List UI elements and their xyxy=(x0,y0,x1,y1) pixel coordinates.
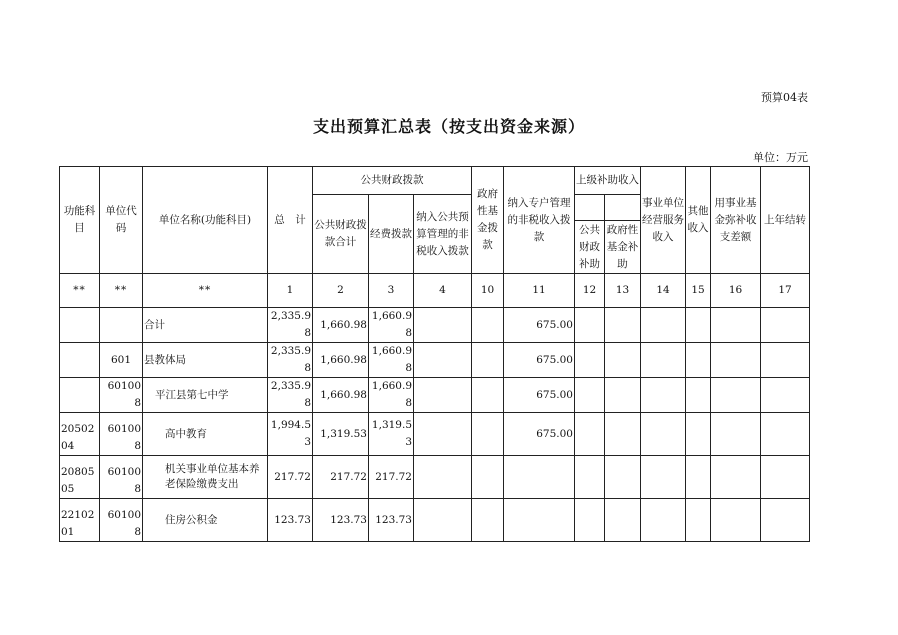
index-cell: ** xyxy=(100,274,143,308)
empty-cell xyxy=(711,499,761,542)
empty-cell xyxy=(761,456,810,499)
table-row xyxy=(60,413,810,456)
empty-cell xyxy=(605,343,641,378)
index-cell: 1 xyxy=(268,274,313,308)
header-func-subject: 功能科目 xyxy=(60,167,100,274)
unit-name-cell: 县教体局 xyxy=(143,343,268,378)
func-code-cell: 2080505 xyxy=(60,456,100,499)
unit-code-cell: 601 xyxy=(100,343,143,378)
header-public-finance-subsidy: 公共财政补助 xyxy=(575,221,605,274)
empty-cell xyxy=(414,308,472,343)
total-cell: 1,994.53 xyxy=(268,413,313,456)
header-last-year-balance: 上年结转 xyxy=(761,167,810,274)
total-cell: 2,335.98 xyxy=(268,308,313,343)
unit-name-cell: 合计 xyxy=(143,308,268,343)
header-superior-spacer xyxy=(605,195,641,221)
index-cell: 16 xyxy=(711,274,761,308)
table-row xyxy=(60,378,810,413)
empty-cell xyxy=(686,378,711,413)
budget-cell: 1,660.98 xyxy=(369,343,414,378)
unit-name-cell: 高中教育 xyxy=(143,413,268,456)
empty-cell xyxy=(711,456,761,499)
empty-cell xyxy=(761,413,810,456)
empty-cell xyxy=(711,378,761,413)
special-cell xyxy=(504,499,575,542)
header-nontax-in-budget: 纳入公共预算管理的非税收入拨款 xyxy=(414,195,472,274)
pf-total-cell: 217.72 xyxy=(313,456,369,499)
unit-code-cell: 601008 xyxy=(100,456,143,499)
empty-cell xyxy=(605,456,641,499)
index-cell: 12 xyxy=(575,274,605,308)
header-total: 总 计 xyxy=(268,167,313,274)
empty-cell xyxy=(472,308,504,343)
empty-cell xyxy=(686,413,711,456)
special-cell: 675.00 xyxy=(504,343,575,378)
index-cell: 15 xyxy=(686,274,711,308)
unit-code-cell: 601008 xyxy=(100,413,143,456)
index-cell: 11 xyxy=(504,274,575,308)
func-code-cell xyxy=(60,308,100,343)
empty-cell xyxy=(472,413,504,456)
header-public-finance-total: 公共财政拨款合计 xyxy=(313,195,369,274)
unit-code-cell: 601008 xyxy=(100,378,143,413)
table-row xyxy=(60,499,810,542)
budget-cell: 217.72 xyxy=(369,456,414,499)
pf-total-cell: 1,319.53 xyxy=(313,413,369,456)
empty-cell xyxy=(575,378,605,413)
index-cell: ** xyxy=(143,274,268,308)
index-cell: 2 xyxy=(313,274,369,308)
index-cell: 4 xyxy=(414,274,472,308)
empty-cell xyxy=(472,456,504,499)
func-code-cell xyxy=(60,343,100,378)
empty-cell xyxy=(575,456,605,499)
empty-cell xyxy=(605,413,641,456)
empty-cell xyxy=(575,413,605,456)
budget-cell: 1,660.98 xyxy=(369,378,414,413)
header-public-finance: 公共财政拨款 xyxy=(313,167,472,195)
empty-cell xyxy=(711,308,761,343)
index-cell: 13 xyxy=(605,274,641,308)
header-other-income: 其他收入 xyxy=(686,167,711,274)
empty-cell xyxy=(761,499,810,542)
unit-name-cell: 平江县第七中学 xyxy=(143,378,268,413)
special-cell: 675.00 xyxy=(504,378,575,413)
empty-cell xyxy=(761,308,810,343)
header-superior-subsidy: 上级补助收入 xyxy=(575,167,641,195)
empty-cell xyxy=(605,499,641,542)
index-row xyxy=(60,274,810,308)
empty-cell xyxy=(686,456,711,499)
empty-cell xyxy=(414,499,472,542)
header-business-income: 事业单位经营服务收入 xyxy=(641,167,686,274)
page-title: 支出预算汇总表（按支出资金来源） xyxy=(312,117,585,136)
special-cell: 675.00 xyxy=(504,308,575,343)
total-cell: 217.72 xyxy=(268,456,313,499)
empty-cell xyxy=(605,378,641,413)
table-row xyxy=(60,456,810,499)
pf-total-cell: 1,660.98 xyxy=(313,378,369,413)
empty-cell xyxy=(711,413,761,456)
func-code-cell: 2050204 xyxy=(60,413,100,456)
empty-cell xyxy=(686,308,711,343)
header-unit-code: 单位代码 xyxy=(100,167,143,274)
func-code-cell: 2210201 xyxy=(60,499,100,542)
empty-cell xyxy=(414,413,472,456)
budget-table xyxy=(59,166,810,542)
budget-cell: 1,660.98 xyxy=(369,308,414,343)
empty-cell xyxy=(641,343,686,378)
empty-cell xyxy=(575,499,605,542)
total-cell: 2,335.98 xyxy=(268,343,313,378)
header-budget-funds: 经费拨款 xyxy=(369,195,414,274)
pf-total-cell: 1,660.98 xyxy=(313,308,369,343)
empty-cell xyxy=(575,343,605,378)
unit-name-cell: 机关事业单位基本养老保险缴费支出 xyxy=(143,456,268,499)
index-cell: 10 xyxy=(472,274,504,308)
empty-cell xyxy=(605,308,641,343)
empty-cell xyxy=(472,499,504,542)
empty-cell xyxy=(641,499,686,542)
unit-label: 单位：万元 xyxy=(753,151,808,164)
table-row xyxy=(60,343,810,378)
form-number: 预算04表 xyxy=(761,91,808,104)
budget-cell: 1,319.53 xyxy=(369,413,414,456)
header-special-nontax: 纳入专户管理的非税收入拨款 xyxy=(504,167,575,274)
unit-code-cell xyxy=(100,308,143,343)
header-gov-fund: 政府性基金拨款 xyxy=(472,167,504,274)
header-fund-balance: 用事业基金弥补收支差额 xyxy=(711,167,761,274)
unit-name-cell: 住房公积金 xyxy=(143,499,268,542)
header-unit-name: 单位名称(功能科目) xyxy=(143,167,268,274)
special-cell: 675.00 xyxy=(504,413,575,456)
empty-cell xyxy=(641,456,686,499)
total-cell: 2,335.98 xyxy=(268,378,313,413)
pf-total-cell: 123.73 xyxy=(313,499,369,542)
empty-cell xyxy=(472,343,504,378)
empty-cell xyxy=(414,378,472,413)
pf-total-cell: 1,660.98 xyxy=(313,343,369,378)
table-row xyxy=(60,308,810,343)
empty-cell xyxy=(761,343,810,378)
empty-cell xyxy=(711,343,761,378)
empty-cell xyxy=(414,456,472,499)
empty-cell xyxy=(641,308,686,343)
index-cell: ** xyxy=(60,274,100,308)
index-cell: 3 xyxy=(369,274,414,308)
empty-cell xyxy=(414,343,472,378)
unit-code-cell: 601008 xyxy=(100,499,143,542)
empty-cell xyxy=(641,378,686,413)
index-cell: 17 xyxy=(761,274,810,308)
empty-cell xyxy=(686,343,711,378)
header-superior-spacer xyxy=(575,195,605,221)
empty-cell xyxy=(641,413,686,456)
empty-cell xyxy=(575,308,605,343)
empty-cell xyxy=(686,499,711,542)
func-code-cell xyxy=(60,378,100,413)
special-cell xyxy=(504,456,575,499)
header-gov-fund-subsidy: 政府性基金补助 xyxy=(605,221,641,274)
empty-cell xyxy=(472,378,504,413)
budget-cell: 123.73 xyxy=(369,499,414,542)
empty-cell xyxy=(761,378,810,413)
total-cell: 123.73 xyxy=(268,499,313,542)
index-cell: 14 xyxy=(641,274,686,308)
